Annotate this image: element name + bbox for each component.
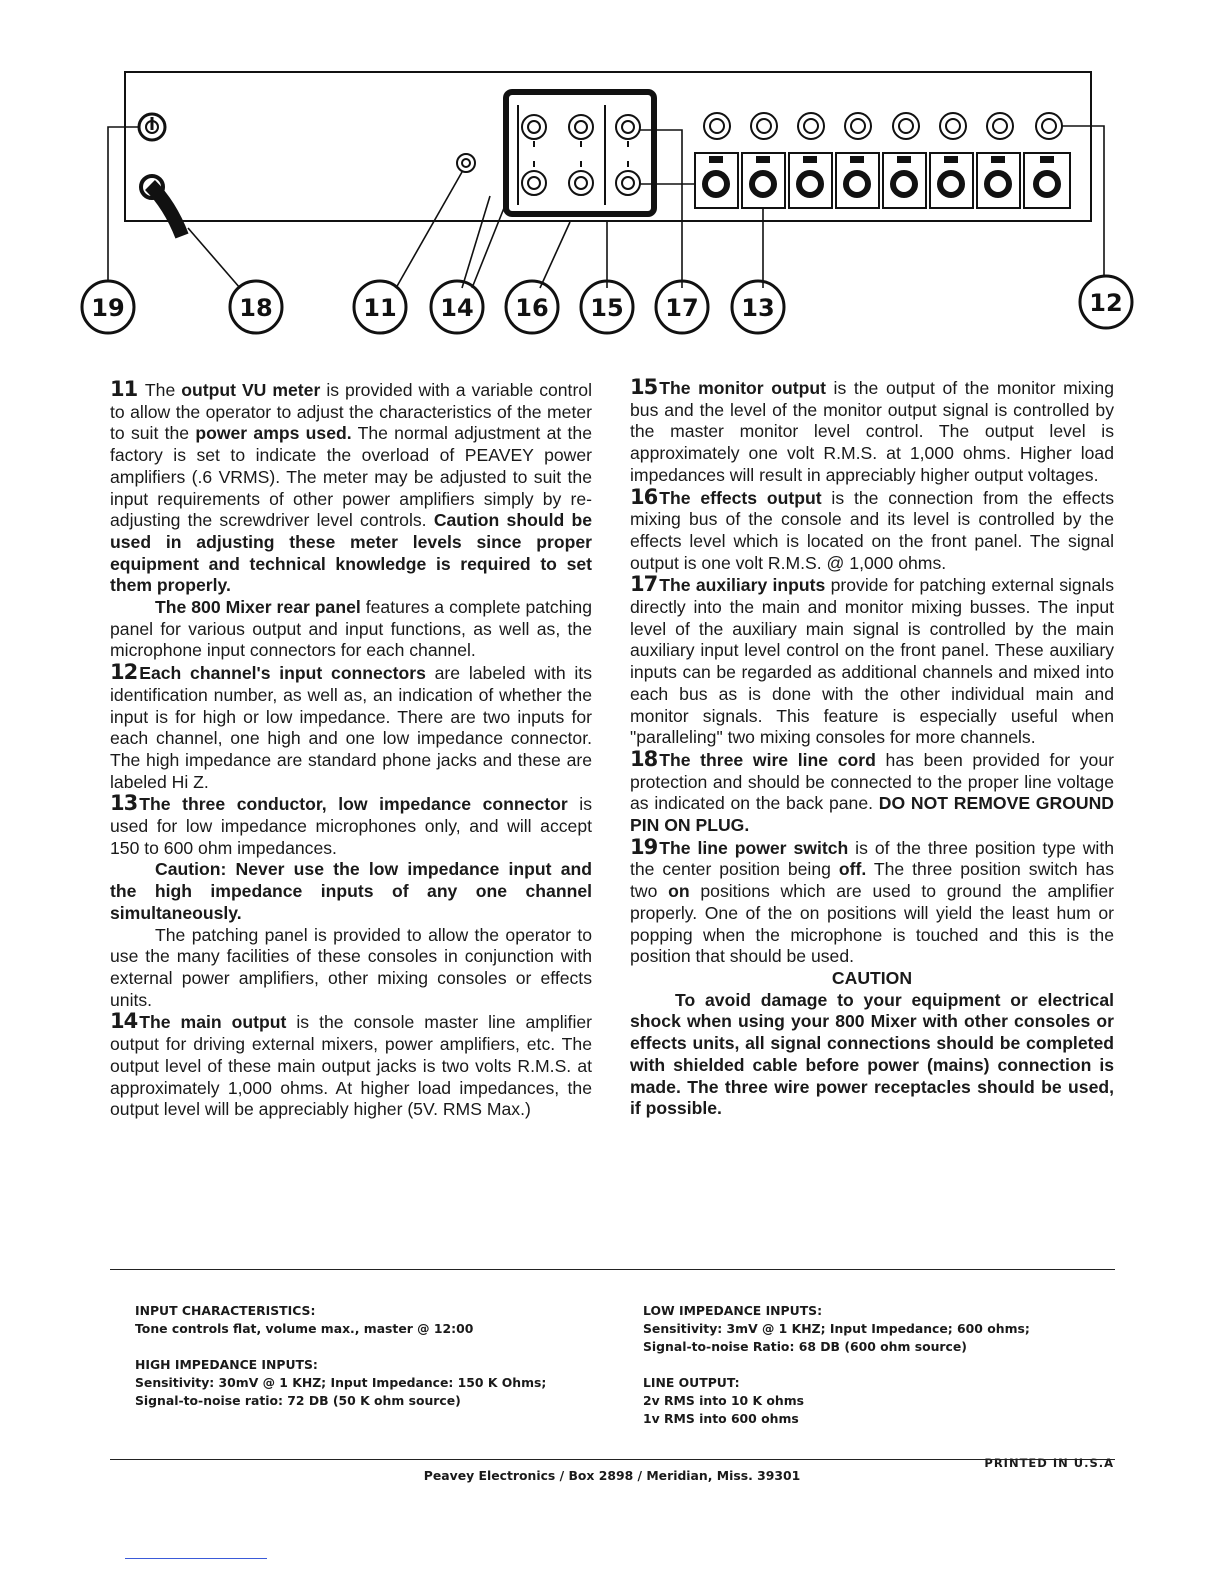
page-edge-line [125, 1558, 267, 1559]
rear-panel-diagram [0, 0, 1224, 360]
hiz-jacks-row [704, 113, 1062, 139]
paragraph-11 [110, 379, 592, 597]
term: output VU meter [181, 380, 321, 400]
text: features a complete patching panel for various output and input functions, as well as, the microphone input connectors for each channel. [110, 597, 592, 661]
term: Each channel's input connectors [139, 663, 426, 684]
text: is the connection from the effects mixing bus of the console and its level is controlled by the effects level which is located on the front panel. The signal output is one volt R.M.S. @ 1,000 ohms. [630, 487, 1114, 573]
text: positions which are used to ground the amplifier properly. One of the on positions will yield the least hum or popping when the microphone is touched and this is the position that should be used. [630, 881, 1114, 967]
xlr-latches [709, 156, 1054, 163]
term: off. [838, 859, 867, 880]
paragraph-18 [630, 746, 1115, 837]
high-impedance-line-1: Sensitivity: 30mV @ 1 KHZ; Input Impedance: 150 K Ohms; [135, 1375, 547, 1390]
line-cord-icon [141, 176, 182, 236]
item-number: 16 [630, 484, 658, 509]
paragraph-17 [630, 574, 1114, 749]
paragraph-caution-impedance [110, 859, 592, 924]
input-characteristics-line: Tone controls flat, volume max., master @ 12:00 [135, 1321, 474, 1336]
text: The [139, 380, 182, 400]
line-output-line-1: 2v RMS into 10 K ohms [643, 1393, 805, 1408]
power-switch-icon [139, 114, 165, 140]
text: has been provided for your protection and should be connected to the proper line voltage as indicated on the back pane. [630, 749, 1114, 814]
term: The auxiliary inputs [659, 575, 826, 596]
xlr-sockets [705, 173, 1058, 195]
paragraph-14 [110, 1011, 592, 1121]
caution-text: To avoid damage to your equipment or electrical shock when using your 800 Mixer with other consoles or effects units, all signal connections should be completed with shielded cable before power (mains) connection is made. The three wire power receptacles should be used, if possible. [630, 989, 1114, 1119]
text: is of the three position type with the center position being [630, 837, 1114, 880]
text: are labeled with its identification number, as well as, an indication of whether the input is for high or low impedance. There are two inputs for each channel, one high and one low impedance connector. The high impedance are standard phone jacks and these are labeled Hi Z. [110, 663, 592, 792]
low-impedance-title: LOW IMPEDANCE INPUTS: [643, 1303, 823, 1318]
term: The three wire line cord [659, 749, 876, 770]
callout-11: 11 [363, 294, 397, 322]
item-number: 18 [630, 746, 658, 771]
term: The line power switch [659, 837, 849, 858]
text: is used for low impedance microphones only, and will accept 150 to 600 ohm impedances. [110, 794, 592, 858]
callout-12: 12 [1089, 289, 1123, 317]
caution-heading: CAUTION [831, 967, 913, 988]
callout-13: 13 [741, 294, 775, 322]
callout-18: 18 [239, 294, 273, 322]
line-output-title: LINE OUTPUT: [643, 1375, 740, 1390]
line-output-line-2: 1v RMS into 600 ohms [643, 1411, 799, 1426]
footer-address: Peavey Electronics / Box 2898 / Meridian, Miss. 39301 [423, 1468, 801, 1483]
caution-text: Caution: Never use the low impedance input and the high impedance inputs of any one channel simultaneously. [110, 859, 592, 923]
callout-14: 14 [440, 294, 474, 322]
item-number: 17 [630, 572, 658, 597]
text: The patching panel is provided to allow the operator to use the many facilities of these consoles in conjunction with external power amplifiers, other mixing consoles or effects units. [110, 924, 592, 1010]
paragraph-rear-panel [110, 597, 592, 662]
text: The normal adjustment at the factory is set to indicate the overload of PEAVEY power amplifiers (.6 VRMS). The meter may be adjusted to suit the input requirements of other power amplifiers simply by re-adjusting the screwdriver level controls. [110, 423, 592, 531]
output-jacks [518, 105, 640, 205]
item-number: 11 [110, 377, 138, 401]
vu-trim-screw-icon [457, 154, 475, 172]
left-column [110, 379, 592, 1121]
term: The effects output [659, 487, 822, 508]
text: The three position switch has two [630, 859, 1114, 902]
paragraph-19 [630, 834, 1114, 968]
callout-16: 16 [515, 294, 549, 322]
text: provide for patching external signals directly into the main and monitor mixing busses. The input level of the auxiliary main signal is controlled by the main auxiliary input level control on the front panel. These auxiliary inputs can be regarded as additional channels and mixed into each bus as is done with the other individual main and monitor signals. This feature is especially useful when "paralleling" two mixing consoles for more channels. [630, 575, 1114, 748]
term: The monitor output [659, 378, 826, 398]
low-impedance-line-1: Sensitivity: 3mV @ 1 KHZ; Input Impedance; 600 ohms; [643, 1321, 1030, 1336]
caution-text: Caution should be used in adjusting these meter levels since proper equipment and technical knowledge is required to set them properly. [110, 510, 593, 596]
callout-19: 19 [91, 294, 125, 322]
text: is provided with a variable control to allow the operator to adjust the characteristics of the meter to suit the [110, 380, 593, 444]
divider-top [110, 1269, 1115, 1270]
item-number: 12 [110, 660, 138, 685]
low-impedance-line-2: Signal-to-noise Ratio: 68 DB (600 ohm source) [643, 1339, 967, 1354]
term: The three conductor, low impedance connector [139, 794, 568, 815]
term: power amps used. [195, 423, 352, 444]
item-number: 14 [110, 1009, 138, 1034]
high-impedance-line-2: Signal-to-noise ratio: 72 DB (50 K ohm source) [135, 1393, 461, 1408]
term: The 800 Mixer rear panel [155, 597, 361, 618]
input-characteristics-title: INPUT CHARACTERISTICS: [135, 1303, 316, 1318]
paragraph-13 [110, 793, 592, 859]
warning-text: DO NOT REMOVE GROUND PIN ON PLUG. [630, 793, 1115, 836]
item-number: 15 [630, 375, 658, 399]
item-number: 19 [630, 834, 658, 859]
text: is the console master line amplifier output for driving external mixers, power amplifiers, etc. The output level of these main output jacks is two volts R.M.S. at approximately 1,000 ohms. At higher load impedances, the output level will be appreciably higher (5V. RMS Max.) [110, 1012, 593, 1120]
printed-in-usa: PRINTED IN U.S.A [984, 1456, 1114, 1470]
specs-left [135, 1302, 546, 1410]
specs-right [643, 1302, 1030, 1428]
text: is the output of the monitor mixing bus and the level of the monitor output signal is controlled by the master monitor level control. The output level is approximately one volt R.M.S. at 1,000 ohms. Higher load impedances will result in appreciably higher output voltages. [630, 378, 1114, 485]
paragraph-12 [110, 662, 592, 793]
paragraph-patching [110, 925, 592, 1012]
paragraph-16 [630, 484, 1114, 575]
paragraph-15 [630, 377, 1114, 487]
term: The main output [139, 1012, 287, 1033]
callout-15: 15 [590, 294, 624, 322]
caution-paragraph [630, 990, 1114, 1120]
term: on [668, 881, 690, 902]
right-column [630, 377, 1114, 1120]
item-number: 13 [110, 791, 138, 816]
high-impedance-title: HIGH IMPEDANCE INPUTS: [135, 1357, 318, 1372]
divider-bottom [110, 1459, 1115, 1460]
callout-17: 17 [665, 294, 699, 322]
